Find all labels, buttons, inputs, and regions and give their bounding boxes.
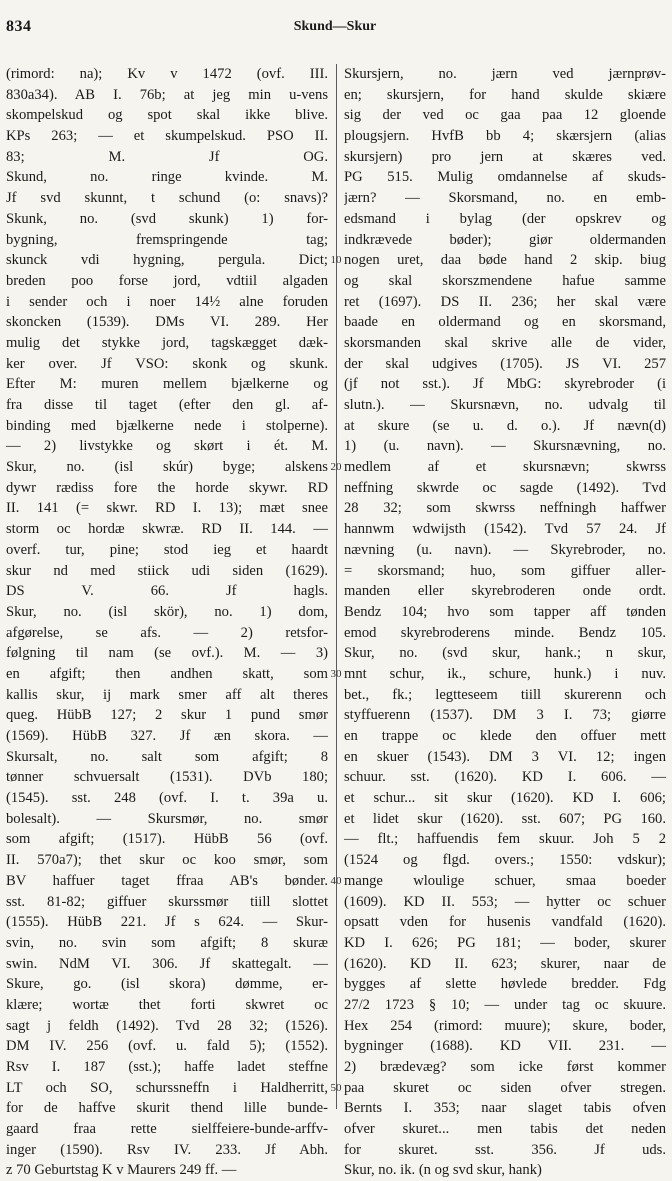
text-line: sagt j feldh (1492). Tvd 28 32; (1526). xyxy=(6,1017,328,1034)
text-line: bet., fk.; legtteseem tiill skurerenn och xyxy=(344,686,666,703)
running-head: Skund—Skur xyxy=(293,19,377,34)
text-line: baade en oldermand og en skorsmand, xyxy=(344,314,666,331)
text-line: (1620). KD II. 623; skurer, naar de xyxy=(344,955,666,972)
text-line: z 70 Geburtstag K v Maurers 249 ff. — xyxy=(6,1162,237,1179)
text-line: PG 515. Mulig omdannelse af skuds- xyxy=(344,169,666,186)
text-line: bygninger (1688). KD VII. 231. — xyxy=(344,1038,666,1055)
text-line: ker over. Jf VSO: skonk og skunk. xyxy=(6,355,328,372)
text-line: 1) (u. navn). — Skursnævning, no. xyxy=(344,438,666,455)
text-line: 830a34). AB I. 76b; at jeg min u-vens xyxy=(6,86,328,103)
line-number: 50 xyxy=(330,1082,342,1095)
page-number: 834 xyxy=(6,18,32,35)
text-line: Bendz 104; hvo som tapper aff tønden xyxy=(344,603,666,620)
text-line: Skur, no. (isl skör), no. 1) dom, xyxy=(6,603,328,620)
text-line: paa skuret oc siden ofver stregen. xyxy=(344,1079,666,1096)
text-line: for skuret. sst. 356. Jf uds. xyxy=(344,1141,666,1158)
text-line: swin. NdM VI. 306. Jf skattegalt. — xyxy=(6,955,328,972)
text-line: Skund, no. ringe kvinde. M. xyxy=(6,169,328,186)
text-line: ret (1697). DS II. 236; her skal være xyxy=(344,293,666,310)
text-line: overf. tur, pine; stod ieg et haardt xyxy=(6,541,328,558)
line-number: 40 xyxy=(330,875,342,888)
text-line: og skal skorszmendene hafue samme xyxy=(344,272,666,289)
text-line: en skuer (1543). DM 3 VI. 12; ingen xyxy=(344,748,666,765)
text-line: nævning (u. navn). — Skyrebroder, no. xyxy=(344,541,666,558)
text-line: DM IV. 256 (ovf. u. fald 5); (1552). xyxy=(6,1038,328,1055)
text-line: DS V. 66. Jf hagls. xyxy=(6,583,328,600)
text-line: plougsjern. HvfB bb 4; skærsjern (alias xyxy=(344,128,666,145)
text-line: 27/2 1723 § 10; — under tag oc skuure. xyxy=(344,996,666,1013)
text-line: mulig det stykke jord, tagskægget dæk- xyxy=(6,334,328,351)
text-line: følgning til nam (se ovf.). M. — 3) xyxy=(6,645,328,662)
text-line: i sender och i noer 14½ alne foruden xyxy=(6,293,328,310)
line-number: 10 xyxy=(330,254,342,267)
text-line: edsmand i bylag (der opskrev og xyxy=(344,210,666,227)
text-line: inger (1590). Rsv IV. 233. Jf Abh. xyxy=(6,1141,328,1158)
text-line: skompelskud og spot skal ikke blive. xyxy=(6,107,328,124)
text-line: hannwm wdwijsth (1542). Tvd 57 24. Jf xyxy=(344,521,666,538)
text-line: jærn? — Skorsmand, no. en emb- xyxy=(344,190,666,207)
text-line: der skal udgives (1705). JS VI. 257 xyxy=(344,355,666,372)
text-line: at skure (se u. d. o.). Jf nævn(d) xyxy=(344,417,666,434)
text-line: Hex 254 (rimord: muure); skure, boder, xyxy=(344,1017,666,1034)
text-line: indkrævede bøder); giør oldermanden xyxy=(344,231,666,248)
text-line: 2) brædevæg? som icke først kommer xyxy=(344,1059,666,1075)
column-divider xyxy=(336,64,337,1109)
text-line: II. 141 (= skwr. RD I. 13); mæt snee xyxy=(6,500,328,517)
text-line: bolesalt). — Skursmør, no. smør xyxy=(6,810,328,827)
text-line: BV haffuer taget ffraa AB's bønder. xyxy=(6,872,328,889)
text-line: manden eller skyrebroderen onde ordt. xyxy=(344,583,666,600)
line-number: 20 xyxy=(330,461,342,474)
text-line: emod skyrebroderens minde. Bendz 105. xyxy=(344,624,666,641)
text-line: Jf svd skunnt, t schund (o: snavs)? xyxy=(6,190,328,207)
text-line: Skur, no. (isl skúr) byge; alskens xyxy=(6,459,328,476)
text-line: skorsmanden skal skrive alle de vider, xyxy=(344,334,666,351)
text-line: medlem af et skursnævn; skwrss xyxy=(344,459,666,476)
text-line: storm oc hordæ skwræ. RD II. 144. — xyxy=(6,521,328,538)
text-line: skur nd med stiick udi siden (1629). xyxy=(6,562,328,579)
text-line: — 2) livstykke og skørt i ét. M. xyxy=(6,438,328,455)
text-line: II. 570a7); thet skur oc koo smør, som xyxy=(6,852,328,869)
text-line: dywr rædiss fore the horde skywr. RD xyxy=(6,479,328,496)
text-line: sig der ved oc gaa paa 12 gloende xyxy=(344,107,666,124)
text-line: klære; wortæ thet forti skwret oc xyxy=(6,996,328,1013)
text-line: mange wloulige schuer, smaa boeder xyxy=(344,872,666,889)
text-line: Skur, no. ik. (n og svd skur, hank) xyxy=(344,1162,542,1179)
text-line: tønner schvuersalt (1531). DVb 180; xyxy=(6,769,328,786)
text-line: (jf not sst.). Jf MbG: skyrebroder (i xyxy=(344,376,666,393)
text-line: fra disse til taget (efter den gl. af- xyxy=(6,397,328,413)
text-line: sst. 81-82; giffuer skurssmør tiill slottet xyxy=(6,893,328,910)
text-line: ofver skuret... men tabis det neden xyxy=(344,1121,666,1138)
text-line: afgørelse, se afs. — 2) retsfor- xyxy=(6,624,328,641)
text-line: opsatt vden for husenis vandfald (1620). xyxy=(344,914,666,931)
line-number: 30 xyxy=(330,668,342,681)
text-line: (1545). sst. 248 (ovf. I. t. 39a u. xyxy=(6,790,328,807)
text-line: (1524 og flgd. overs.; 1550: vdskur); xyxy=(344,852,666,869)
text-line: = skorsmand; huo, som giffuer aller- xyxy=(344,562,666,579)
text-line: Efter M: muren mellem bjælkerne og xyxy=(6,376,328,393)
text-line: queg. HübB 127; 2 skur 1 pund smør xyxy=(6,707,328,724)
text-line: KD I. 626; PG 181; — boder, skurer xyxy=(344,934,666,951)
text-line: svin, no. svin som afgift; 8 skuræ xyxy=(6,934,328,951)
text-line: gaard fraa rette sielffeiere-bunde-arffv- xyxy=(6,1121,328,1138)
text-line: binding med bjælkerne nede i stolperne). xyxy=(6,417,328,434)
text-line: skoncken (1539). DMs VI. 289. Her xyxy=(6,314,328,331)
text-line: Rsv I. 187 (sst.); haffe ladet steffne xyxy=(6,1059,328,1075)
text-line: en afgift; then andhen skatt, som xyxy=(6,665,328,682)
text-line: Skure, go. (isl skora) dømme, er- xyxy=(6,976,328,993)
text-line: (1555). HübB 221. Jf s 624. — Skur- xyxy=(6,914,328,931)
text-line: en trappe oc klede den offuer mett xyxy=(344,728,666,744)
text-line: slutn.). — Skursnævn, no. udvalg til xyxy=(344,397,666,413)
text-line: (1569). HübB 327. Jf æn skora. — xyxy=(6,728,328,744)
text-line: KPs 263; — et skumpelskud. PSO II. xyxy=(6,128,328,145)
text-line: for de haffve skurit thend lille bunde- xyxy=(6,1100,328,1117)
text-line: Skur, no. (svd skur, hank.; n skur, xyxy=(344,645,666,662)
page-header xyxy=(6,18,664,40)
text-line: bygning, fremspringende tag; xyxy=(6,231,328,248)
left-column xyxy=(6,64,328,1181)
text-line: en; skursjern, for hand skulde skiære xyxy=(344,86,666,103)
text-line: et schur... sit skur (1620). KD I. 606; xyxy=(344,790,666,807)
text-line: Skunk, no. (svd skunk) 1) for- xyxy=(6,210,328,227)
text-line: 83; M. Jf OG. xyxy=(6,148,328,165)
right-column xyxy=(344,64,666,1181)
text-line: neffning skwrde oc sagde (1492). Tvd xyxy=(344,479,666,496)
text-line: (1609). KD II. 553; — hytter oc schuer xyxy=(344,893,666,910)
text-line: et lidet skur (1620). sst. 607; PG 160. xyxy=(344,810,666,827)
text-line: — flt.; haffuendis fem skuur. Joh 5 2 xyxy=(344,831,666,848)
text-line: som afgift; (1517). HübB 56 (ovf. xyxy=(6,831,328,848)
text-line: skunck vdi hygning, pergula. Dict; xyxy=(6,252,328,269)
text-line: skursjern) pro jern at skæres ved. xyxy=(344,148,666,165)
text-line: Skursalt, no. salt som afgift; 8 xyxy=(6,748,328,765)
text-line: Skursjern, no. jærn ved jærnprøv- xyxy=(344,66,666,82)
text-line: schuur. sst. (1620). KD I. 606. — xyxy=(344,769,666,786)
text-line: (rimord: na); Kv v 1472 (ovf. III. xyxy=(6,66,328,82)
text-line: 28 32; som skwrss neffningh haffwer xyxy=(344,500,666,517)
text-line: bygges af slette høvlede bredder. Fdg xyxy=(344,976,666,993)
text-line: kallis skur, ij mark smer aff alt theres xyxy=(6,686,328,703)
text-line: LT och SO, schurssneffn i Haldherritt, xyxy=(6,1079,328,1096)
text-line: mnt schur, ik., schure, hunk.) i nuv. xyxy=(344,665,666,682)
text-line: breden poo forse jord, vdtiil algaden xyxy=(6,272,328,289)
text-line: Bernts I. 353; naar slaget tabis ofven xyxy=(344,1100,666,1117)
text-line: styffuerenn (1537). DM 3 I. 73; giørre xyxy=(344,707,666,724)
text-line: nogen uret, daa bøde hand 2 skip. biug xyxy=(344,252,666,269)
